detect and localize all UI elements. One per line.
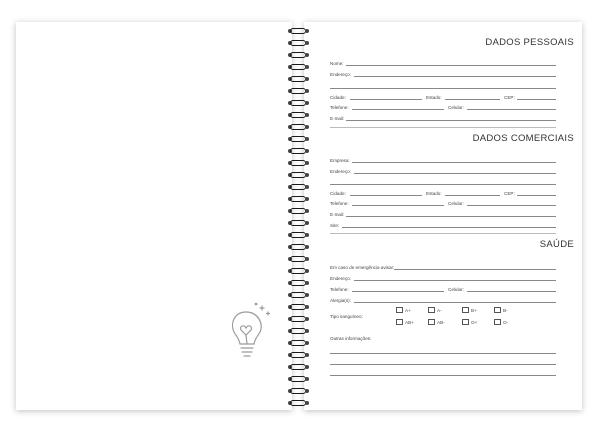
label-a-neg: A- [437,308,442,313]
line-emergencia [394,269,556,270]
field-site[interactable] [330,219,556,229]
line-outras-3[interactable] [330,375,556,376]
line-cep-comercial [517,195,556,196]
spiral-ring [288,148,308,155]
spiral-ring [288,160,308,167]
line-empresa [352,162,556,163]
label-endereco-comercial: Endereço: [330,169,351,174]
label-ab-pos: AB+ [405,320,414,325]
label-telefone-emergencia: Telefone: [330,287,349,292]
field-nome[interactable] [330,57,556,67]
spiral-ring [288,40,308,47]
field-alergias[interactable] [330,294,556,304]
field-celular-comercial[interactable] [448,197,556,207]
label-celular-emergencia: Celular: [448,287,464,292]
spiral-ring [288,352,308,359]
spiral-ring [288,88,308,95]
field-cidade-comercial[interactable] [330,187,422,197]
label-cidade: Cidade: [330,95,346,100]
field-endereco-comercial[interactable] [330,165,556,175]
label-cidade-comercial: Cidade: [330,191,346,196]
line-alergias [354,302,556,303]
spiral-ring [288,100,308,107]
spiral-ring [288,292,308,299]
section-divider [330,233,556,234]
label-telefone-comercial: Telefone: [330,201,349,206]
line-estado-comercial [445,195,500,196]
label-nome: Nome: [330,61,344,66]
field-endereco-emergencia[interactable] [330,272,556,282]
label-alergias: Alergia(s): [330,298,351,303]
section-title-dados-pessoais: DADOS PESSOAIS [485,37,574,48]
label-o-neg: O- [503,320,509,325]
lightbulb-heart-icon [224,298,276,368]
checkbox-b-neg[interactable] [494,307,501,313]
label-emergencia: Em caso de emergência avisar: [330,265,395,270]
field-telefone[interactable] [330,101,444,111]
section-title-dados-comerciais: DADOS COMERCIAIS [472,133,574,144]
field-email-comercial[interactable] [330,208,556,218]
label-ab-neg: AB- [437,320,445,325]
line-outras-1[interactable] [330,353,556,354]
checkbox-a-neg[interactable] [428,307,435,313]
spiral-ring [288,388,308,395]
field-emergencia[interactable] [330,261,556,271]
section-divider [330,127,556,128]
field-celular-emergencia[interactable] [448,283,556,293]
label-cep-comercial: CEP: [504,191,515,196]
checkbox-a-pos[interactable] [396,307,403,313]
label-b-pos: B+ [471,308,477,313]
label-email-comercial: E-mail: [330,212,345,217]
field-empresa[interactable] [330,154,556,164]
field-estado-comercial[interactable] [426,187,500,197]
label-telefone: Telefone: [330,105,349,110]
line-extra [330,88,556,89]
label-outras-informacoes: Outras informações: [330,336,372,341]
label-site: Site: [330,223,340,228]
field-cep-comercial[interactable] [504,187,556,197]
label-estado-comercial: Estado: [426,191,442,196]
checkbox-o-pos[interactable] [462,319,469,325]
label-b-neg: B- [503,308,508,313]
line-cep [517,99,556,100]
spiral-ring [288,196,308,203]
line-celular-comercial [467,205,556,206]
line-cidade-comercial [350,195,422,196]
line-endereco-emergencia [354,280,556,281]
checkbox-b-pos[interactable] [462,307,469,313]
field-endereco[interactable] [330,68,556,78]
line-nome [346,65,556,66]
spiral-ring [288,64,308,71]
spiral-ring [288,400,308,407]
spiral-ring [288,256,308,263]
spiral-ring [288,28,308,35]
field-celular[interactable] [448,101,556,111]
spiral-ring [288,364,308,371]
label-o-pos: O+ [471,320,478,325]
spiral-ring [288,52,308,59]
spiral-ring [288,136,308,143]
field-cidade[interactable] [330,91,422,101]
label-estado: Estado: [426,95,442,100]
spiral-ring [288,304,308,311]
line-telefone [352,109,444,110]
section-title-saude: SAÚDE [539,239,574,250]
spiral-ring [288,124,308,131]
spiral-ring [288,280,308,287]
line-estado [445,99,500,100]
label-a-pos: A+ [405,308,411,313]
line-telefone-emergencia [352,291,444,292]
spiral-ring [288,340,308,347]
spiral-ring [288,208,308,215]
label-endereco-emergencia: Endereço: [330,276,351,281]
spiral-binding [288,22,310,410]
line-email [346,120,556,121]
field-estado[interactable] [426,91,500,101]
line-cidade [350,99,422,100]
checkbox-ab-neg[interactable] [428,319,435,325]
line-endereco [354,76,556,77]
line-site [342,227,556,228]
spiral-ring [288,76,308,83]
spiral-ring [288,112,308,119]
spiral-ring [288,172,308,179]
label-celular-comercial: Celular: [448,201,464,206]
spiral-ring [288,328,308,335]
spiral-ring [288,184,308,191]
line-extra-comercial [330,184,556,185]
label-empresa: Empresa: [330,158,350,163]
field-cep[interactable] [504,91,556,101]
label-endereco: Endereço: [330,72,351,77]
spiral-ring [288,232,308,239]
spiral-ring [288,268,308,275]
line-outras-2[interactable] [330,364,556,365]
checkbox-ab-pos[interactable] [396,319,403,325]
field-email[interactable] [330,112,556,122]
checkbox-o-neg[interactable] [494,319,501,325]
label-tipo-sanguineo: Tipo sanguíneo: [330,314,363,319]
line-telefone-comercial [352,205,444,206]
spiral-ring [288,376,308,383]
field-telefone-emergencia[interactable] [330,283,444,293]
field-telefone-comercial[interactable] [330,197,444,207]
line-email-comercial [346,216,556,217]
spiral-ring [288,244,308,251]
label-celular: Celular: [448,105,464,110]
line-celular [467,109,556,110]
line-endereco-comercial [354,173,556,174]
spiral-ring [288,316,308,323]
spiral-ring [288,220,308,227]
label-cep: CEP: [504,95,515,100]
label-email: E-mail: [330,116,345,121]
line-celular-emergencia [467,291,556,292]
